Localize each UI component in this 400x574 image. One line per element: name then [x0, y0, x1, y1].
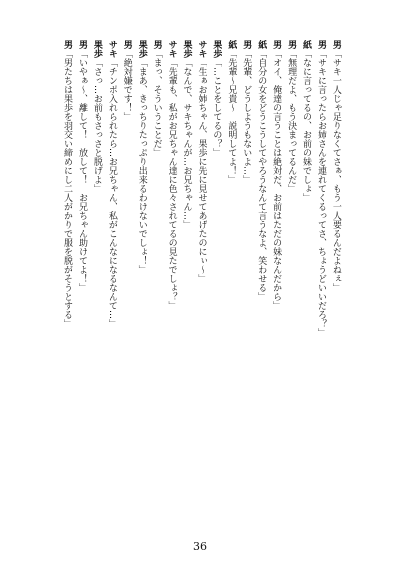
speaker-label: 男: [286, 40, 297, 49]
dialogue-text: 「男たちは果歩を羽交い締めにし二人がかりで服を脱がそうとする」: [62, 49, 72, 328]
text-line: [194, 40, 207, 510]
text-line: [299, 40, 312, 510]
dialogue-text: 「無理だよ、もう決まってるんだ」: [286, 49, 297, 193]
text-line: [209, 40, 222, 510]
speaker-label: 男: [121, 40, 132, 49]
text-line: [284, 40, 297, 510]
dialogue-text: 「さっ…お前もさっさと脱げよ」: [91, 58, 102, 193]
speaker-label: 男: [62, 40, 72, 49]
dialogue-text: 「サキに言ったらお姉さんを連れてくるってさ、ちょうどいいだろ？」: [315, 49, 326, 337]
speaker-label: 男: [315, 40, 326, 49]
text-line: [269, 40, 282, 510]
text-line: [150, 40, 163, 510]
dialogue-text: 「なに言ってるの、お前の妹でしょ」: [301, 49, 311, 202]
page-number: 36: [193, 540, 207, 553]
dialogue-text: 「先輩〜兄貴〜 説明してよ！」: [226, 49, 237, 184]
text-line: [239, 40, 252, 510]
dialogue-text: 「自分の女をどうこうしてやろうなんて言うなよ、笑わせる」: [256, 49, 267, 301]
speaker-label: 紙: [256, 40, 267, 49]
text-line: [135, 40, 148, 510]
speaker-label: サキ: [106, 40, 117, 58]
text-line: [224, 40, 237, 510]
text-line: [165, 40, 178, 510]
text-line: [254, 40, 267, 510]
dialogue-text: 「なんで、サキちゃんが…お兄ちゃん…」: [181, 58, 192, 229]
text-line: [90, 40, 103, 510]
text-line: [105, 40, 118, 510]
speaker-label: 果歩: [136, 40, 147, 58]
text-line: [60, 40, 73, 510]
speaker-label: 紙: [301, 40, 311, 49]
dialogue-text: 「まっ、そういうことだ」: [151, 49, 162, 157]
dialogue-text: 「先輩、どうしようもないよ…」: [241, 49, 252, 184]
dialogue-text: 「…ことをしてるの？」: [211, 58, 222, 157]
speaker-label: 果歩: [181, 40, 192, 58]
text-line: [329, 40, 342, 510]
dialogue-text: 「先輩も、私がお兄ちゃん達に色々されてるの見たでしょ？」: [166, 58, 177, 310]
speaker-label: サキ: [196, 40, 207, 58]
speaker-label: 果歩: [211, 40, 222, 58]
text-line: [120, 40, 133, 510]
dialogue-text: 「いやぁ〜、離して！ 放して！ お兄ちゃん助けてよ！」: [76, 49, 87, 292]
dialogue-text: 「絶対嫌です！」: [121, 49, 132, 121]
speaker-label: 男: [330, 40, 341, 49]
speaker-label: 男: [241, 40, 252, 49]
text-line: [180, 40, 193, 510]
vertical-text-columns: [60, 40, 342, 510]
speaker-label: 男: [76, 40, 87, 49]
dialogue-text: 「生ぁお姉ちゃん、果歩に先に見せてあげたのにぃ〜」: [196, 58, 207, 283]
text-line: [314, 40, 327, 510]
speaker-label: 男: [271, 40, 282, 49]
speaker-label: 紙: [226, 40, 237, 49]
dialogue-text: 「まあ、きっちりたっぷり出来るわけないでしょ！」: [136, 58, 147, 274]
dialogue-text: 「オイ、俺達の言うことは絶対だ、お前はただの妹なんだから」: [271, 49, 282, 310]
speaker-label: 男: [151, 40, 162, 49]
speaker-label: 果歩: [91, 40, 102, 58]
text-line: [75, 40, 88, 510]
speaker-label: サキ: [166, 40, 177, 58]
dialogue-text: 「チンポ入れられたら…お兄ちゃん、私がこんなになるなんて…」: [106, 58, 117, 328]
dialogue-text: 「サキ一人じゃ足りなくてさぁ、もう一人要るんだよねぇ」: [330, 49, 341, 292]
